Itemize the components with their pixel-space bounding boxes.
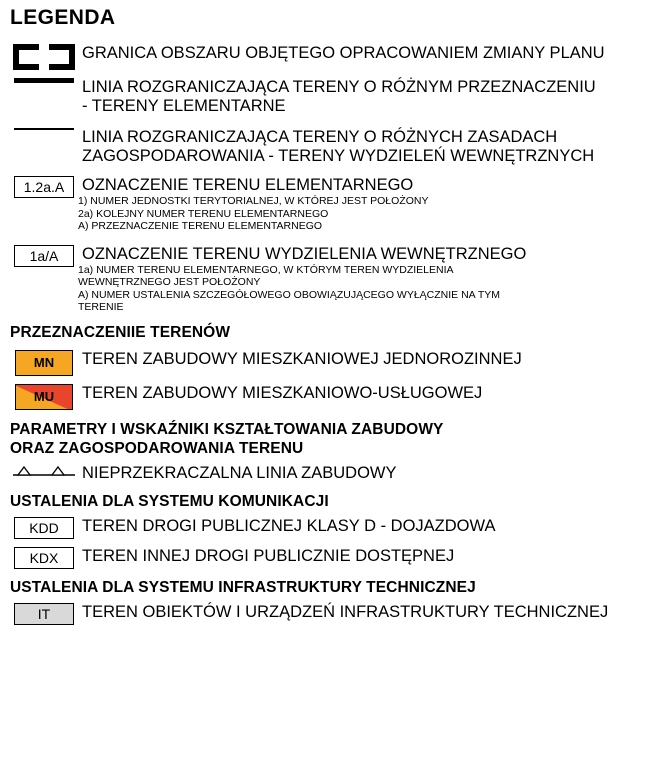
mu-code: MU <box>33 389 55 404</box>
section-heading-infrastructure: USTALENIA DLA SYSTEMU INFRASTRUKTURY TECHNICZNEJ <box>10 578 476 596</box>
building-line-symbol <box>10 464 78 480</box>
triangle-line-icon <box>13 464 75 480</box>
thick-line-label-1: LINIA ROZGRANICZAJĄCA TERENY O RÓŻNYM PRZEZNACZENIU <box>82 78 596 96</box>
kdx-symbol <box>10 547 78 569</box>
legend-row-thick-line <box>10 78 671 116</box>
elementary-note-2: 2a) KOLEJNY NUMER TERENU ELEMENTARNEGO <box>78 207 329 220</box>
internal-note-1: 1a) NUMER TERENU ELEMENTARNEGO, W KTÓRYM TEREN WYDZIELENIA <box>78 263 454 276</box>
legend-row-mu <box>10 384 671 410</box>
legend-row-kdx <box>10 547 671 569</box>
mu-symbol <box>10 384 78 410</box>
legend-row-internal-area <box>10 245 671 314</box>
internal-code-box: 1a/A <box>14 245 74 267</box>
it-code-box: IT <box>14 603 74 625</box>
boundary-symbol <box>10 44 78 70</box>
elementary-note-1: 1) NUMER JEDNOSTKI TERYTORIALNEJ, W KTÓREJ JEST POŁOŻONY <box>78 195 429 207</box>
mn-code: MN <box>33 355 55 370</box>
kdd-symbol <box>10 517 78 539</box>
legend-row-it <box>10 603 671 625</box>
mn-label: TEREN ZABUDOWY MIESZKANIOWEJ JEDNOROZINNEJ <box>82 349 522 368</box>
kdd-code-box: KDD <box>14 517 74 539</box>
kdx-label: TEREN INNEJ DROGI PUBLICZNIE DOSTĘPNEJ <box>82 546 455 565</box>
boundary-label: GRANICA OBSZARU OBJĘTEGO OPRACOWANIEM ZMIANY PLANU <box>82 44 605 62</box>
thin-line-icon <box>14 128 74 130</box>
mn-symbol <box>10 350 78 376</box>
thin-line-symbol <box>10 128 78 130</box>
kdx-code-box: KDX <box>14 547 74 569</box>
it-label: TEREN OBIEKTÓW I URZĄDZEŃ INFRASTRUKTURY TECHNICZNEJ <box>82 602 609 621</box>
section-heading-transport: USTALENIA DLA SYSTEMU KOMUNIKACJI <box>10 492 329 510</box>
internal-note-4: TERENIE <box>78 301 124 313</box>
elementary-code-box: 1.2a.A <box>14 176 74 198</box>
mu-color-box <box>15 384 73 410</box>
section-heading-land-use: PRZEZNACZENIIE TERENÓW <box>10 323 231 341</box>
legend-row-thin-line <box>10 128 671 166</box>
legend-row-building-line <box>10 464 671 483</box>
section-heading-parameters <box>10 420 671 458</box>
legend-row-elementary-area <box>10 176 671 233</box>
legend-row-boundary <box>10 44 671 70</box>
elementary-code-symbol <box>10 176 78 198</box>
mu-label: TEREN ZABUDOWY MIESZKANIOWO-USŁUGOWEJ <box>82 383 483 402</box>
thin-line-label-1: LINIA ROZGRANICZAJĄCA TERENY O RÓŻNYCH ZASADACH <box>82 128 558 146</box>
internal-note-3: A) NUMER USTALENIA SZCZEGÓŁOWEGO OBOWIĄZUJĄCEGO WYŁĄCZNIE NA TYM <box>78 288 500 301</box>
legend-row-kdd <box>10 517 671 539</box>
internal-note-2: WEWNĘTRZNEGO JEST POŁOŻONY <box>78 276 261 288</box>
mn-color-box <box>15 350 73 376</box>
thick-line-icon <box>14 78 74 83</box>
section-heading-parameters-line1: PARAMETRY I WSKAŹNIKI KSZTAŁTOWANIA ZABUDOWY <box>10 420 444 438</box>
thin-line-label-2: ZAGOSPODAROWANIA - TERENY WYDZIELEŃ WEWNĘTRZNYCH <box>82 147 595 165</box>
elementary-heading: OZNACZENIE TERENU ELEMENTARNEGO <box>82 176 414 194</box>
internal-heading: OZNACZENIE TERENU WYDZIELENIA WEWNĘTRZNEGO <box>82 244 527 263</box>
legend-panel <box>0 6 671 772</box>
legend-row-mn <box>10 350 671 376</box>
section-heading-parameters-line2: ORAZ ZAGOSPODAROWANIA TERENU <box>10 439 304 457</box>
building-line-label: NIEPRZEKRACZALNA LINIA ZABUDOWY <box>82 463 397 482</box>
thick-line-label-2: - TERENY ELEMENTARNE <box>82 97 286 115</box>
thick-line-symbol <box>10 78 78 83</box>
elementary-note-3: A) PRZEZNACZENIE TERENU ELEMENTARNEGO <box>78 220 323 232</box>
dashed-rectangle-boundary-icon <box>13 44 75 70</box>
it-symbol <box>10 603 78 625</box>
kdd-label: TEREN DROGI PUBLICZNEJ KLASY D - DOJAZDOWA <box>82 516 496 535</box>
internal-code-symbol <box>10 245 78 267</box>
page-title: LEGENDA <box>10 6 116 29</box>
